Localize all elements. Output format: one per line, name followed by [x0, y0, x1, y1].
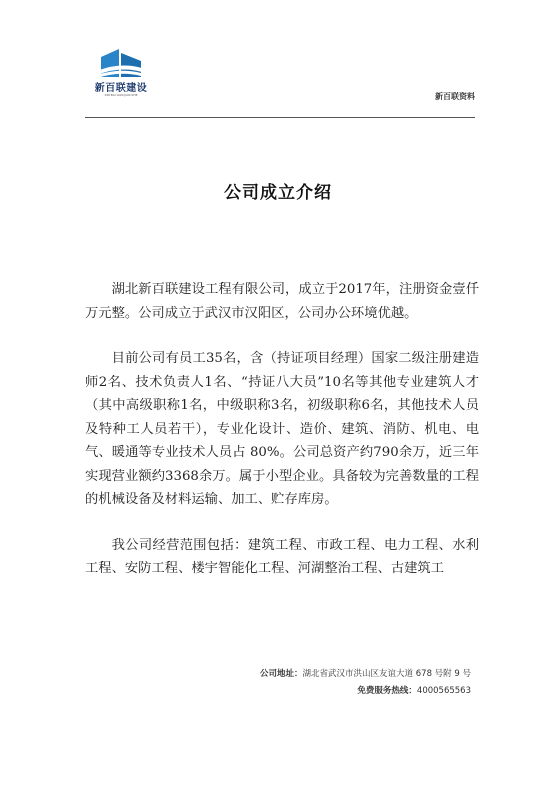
- paragraph-intro: 湖北新百联建设工程有限公司，成立于2017年，注册资金壹仟万元整。公司成立于武汉市汉阳区，公司办公环境优越。: [85, 282, 479, 321]
- paragraph-staff: 目前公司有员工35名，含（持证项目经理）国家二级注册建造师2名、技术负责人1名、“持证八大员”10名等其他专业建筑人才（其中高级职称1名，中级职称3名，初级职称6名，其他技术人员及特种工人员若干），专业化设计、造价、建筑、消防、机电、电气、暖通等专业技术人员占 80%。公司总资产约790余万，近三年实现营业额约3368余万。属于小型企业。具备较为完善数量的工程的机械设备及材料运输、加工、贮存库房。: [85, 351, 479, 507]
- hotline-value: 4000565563: [416, 686, 471, 696]
- document-body: [85, 278, 479, 603]
- footer-address: [260, 666, 471, 683]
- logo-name: 新百联建设: [94, 83, 148, 94]
- footer-hotline: [260, 683, 471, 700]
- header-divider: [85, 117, 475, 118]
- page-header: [85, 45, 475, 121]
- page-title: 公司成立介绍: [224, 183, 332, 203]
- logo-subtitle: XIN BAI LIAN JIAN SHE: [104, 93, 138, 97]
- company-logo: [85, 45, 157, 105]
- document-tag: 新百联资料: [435, 92, 475, 101]
- address-value: 湖北省武汉市洪山区友谊大道 678 号附 9 号: [302, 669, 471, 679]
- hotline-label: 免费服务热线：: [357, 686, 417, 696]
- paragraph-scope: 我公司经营范围包括：建筑工程、市政工程、电力工程、水利工程、安防工程、楼宇智能化工程、河湖整治工程、古建筑工: [85, 537, 479, 576]
- page-footer: [260, 666, 471, 700]
- building-logo-icon: [97, 47, 145, 79]
- address-label: 公司地址：: [260, 669, 303, 679]
